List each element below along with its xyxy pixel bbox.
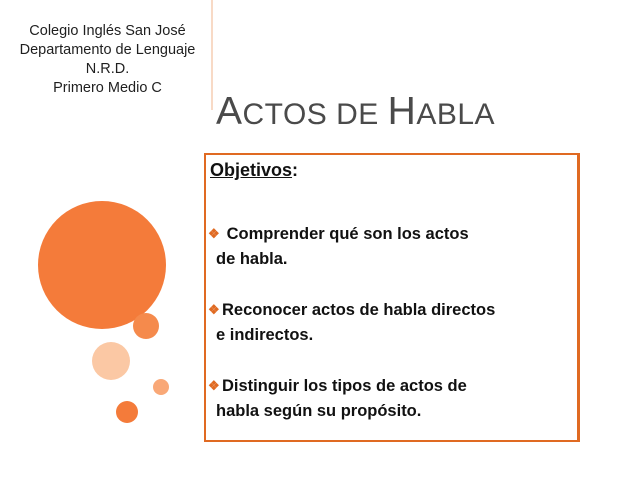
list-item: ❖ Distinguir los tipos de actos de habla según su propósito. xyxy=(208,373,578,424)
header-line: Colegio Inglés San José xyxy=(29,23,186,39)
header-line: N.R.D. xyxy=(85,61,130,77)
diamond-bullet-icon: ❖ xyxy=(208,302,220,317)
small-circle-2-icon xyxy=(116,401,138,423)
school-header xyxy=(0,22,215,98)
objectives-heading: Objetivos: xyxy=(210,160,299,180)
title-rest: CTOS DE xyxy=(242,98,388,131)
list-item: ❖ Comprender qué son los actos de habla. xyxy=(208,221,578,272)
tiny-circle-icon xyxy=(153,379,169,395)
page-title xyxy=(216,90,495,134)
title-rest: ABLA xyxy=(416,98,496,131)
header-line: Primero Medio C xyxy=(53,80,162,96)
medium-circle-icon xyxy=(92,342,130,380)
diamond-bullet-icon: ❖ xyxy=(208,226,220,241)
diamond-bullet-icon: ❖ xyxy=(208,378,220,393)
title-cap: A xyxy=(216,90,243,133)
title-cap: H xyxy=(387,90,417,133)
header-line: Departamento de Lenguaje xyxy=(19,42,196,58)
small-circle-icon xyxy=(133,313,159,339)
large-circle-icon xyxy=(38,201,166,329)
list-item: ❖ Reconocer actos de habla directos e indirectos. xyxy=(208,297,578,348)
